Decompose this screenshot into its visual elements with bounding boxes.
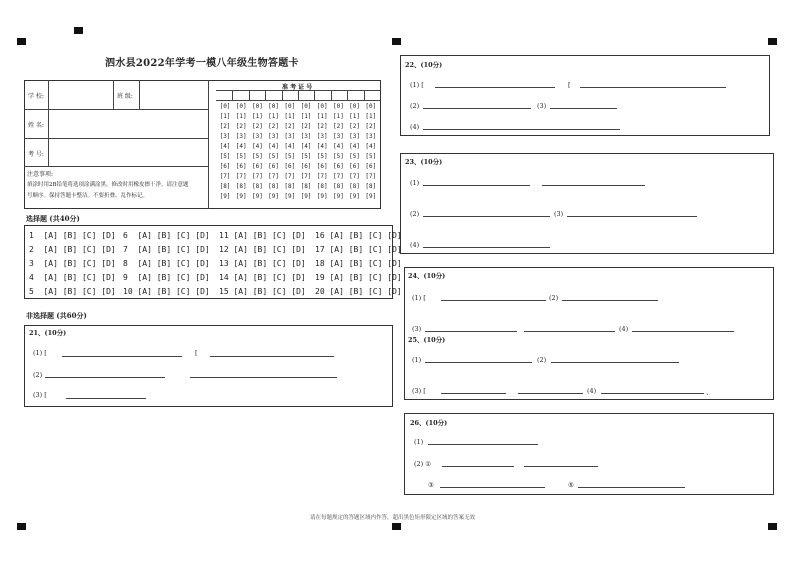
- ticket-digit-bubble[interactable]: [5]: [316, 153, 328, 160]
- q26-blank[interactable]: [440, 487, 545, 488]
- ticket-digit-bubble[interactable]: [8]: [219, 183, 231, 190]
- q25-blank[interactable]: [518, 393, 583, 394]
- ticket-digit-bubble[interactable]: [6]: [219, 163, 231, 170]
- ticket-digit-bubble[interactable]: [8]: [316, 183, 328, 190]
- q22-part3-label: (3): [537, 102, 547, 110]
- q21-heading: 21、(10分): [29, 329, 67, 337]
- q25-part3-label: (3) [: [412, 387, 426, 395]
- timing-mark: [17, 38, 26, 45]
- q26-blank[interactable]: [578, 487, 685, 488]
- ticket-digit-bubble[interactable]: [6]: [268, 163, 280, 170]
- choice-question-row[interactable]: 11 [A] [B] [C] [D]: [219, 231, 306, 240]
- ticket-digit-bubble[interactable]: [4]: [300, 143, 312, 150]
- q26-box: [404, 413, 774, 495]
- ticket-digit-bubble[interactable]: [0]: [300, 103, 312, 110]
- ticket-digit-bubble[interactable]: [0]: [235, 103, 247, 110]
- q22-blank[interactable]: [435, 87, 555, 88]
- ticket-digit-bubble[interactable]: [4]: [284, 143, 296, 150]
- ticket-digit-bubble[interactable]: [6]: [251, 163, 263, 170]
- ticket-digit-bubble[interactable]: [0]: [219, 103, 231, 110]
- class-field[interactable]: [141, 84, 205, 106]
- ticket-digit-bubble[interactable]: [3]: [268, 133, 280, 140]
- exam-no-label: 考 号:: [28, 151, 44, 158]
- choice-question-row[interactable]: 16 [A] [B] [C] [D]: [315, 231, 402, 240]
- ticket-digit-bubble[interactable]: [8]: [365, 183, 377, 190]
- q22-part4-label: (4): [410, 123, 420, 131]
- ticket-digit-bubble[interactable]: [1]: [268, 113, 280, 120]
- ticket-digit-bubble[interactable]: [4]: [349, 143, 361, 150]
- q25-blank[interactable]: [551, 362, 679, 363]
- q23-heading: 23、(10分): [405, 158, 443, 166]
- school-field[interactable]: [50, 84, 111, 106]
- ticket-digit-bubble[interactable]: [7]: [284, 173, 296, 180]
- q25-part4-label: (4): [587, 387, 597, 395]
- ticket-digit-bubble[interactable]: [9]: [235, 193, 247, 200]
- ticket-digit-bubble[interactable]: [4]: [219, 143, 231, 150]
- ticket-digit-column: [299, 102, 313, 202]
- ticket-digit-bubble[interactable]: [8]: [300, 183, 312, 190]
- q26-part1-label: (1): [414, 438, 424, 446]
- q21-blank[interactable]: [66, 398, 146, 399]
- footer-note: 请在每题规定的答题区域内作答，超出黑色矩形限定区域的答案无效: [310, 515, 476, 521]
- ticket-digit-bubble[interactable]: [7]: [268, 173, 280, 180]
- ticket-digit-bubble[interactable]: [2]: [349, 123, 361, 130]
- q23-part4-label: (4): [410, 241, 420, 249]
- ticket-digit-bubble[interactable]: [0]: [251, 103, 263, 110]
- choice-question-row[interactable]: 9 [A] [B] [C] [D]: [123, 273, 210, 282]
- ticket-digit-bubble[interactable]: [8]: [235, 183, 247, 190]
- ticket-digit-bubble[interactable]: [1]: [235, 113, 247, 120]
- ticket-digit-bubble[interactable]: [1]: [251, 113, 263, 120]
- ticket-digit-bubble[interactable]: [3]: [300, 133, 312, 140]
- ticket-digit-bubble[interactable]: [8]: [268, 183, 280, 190]
- ticket-digit-bubble[interactable]: [8]: [284, 183, 296, 190]
- q24-part3-label: (3): [412, 325, 422, 333]
- ticket-digit-bubble[interactable]: [2]: [219, 123, 231, 130]
- ticket-digit-bubble[interactable]: [3]: [365, 133, 377, 140]
- q23-blank[interactable]: [423, 185, 530, 186]
- ticket-digit-bubble[interactable]: [9]: [365, 193, 377, 200]
- q26-circled-3: ③: [428, 481, 434, 489]
- q23-box: [400, 153, 774, 254]
- q23-blank[interactable]: [542, 185, 645, 186]
- q23-blank[interactable]: [423, 247, 550, 248]
- ticket-digit-bubble[interactable]: [4]: [268, 143, 280, 150]
- ticket-digit-bubble[interactable]: [8]: [332, 183, 344, 190]
- q24-blank[interactable]: [441, 300, 546, 301]
- ticket-digit-bubble[interactable]: [0]: [349, 103, 361, 110]
- ticket-digit-bubble[interactable]: [2]: [251, 123, 263, 130]
- q24-part2-label: (2): [549, 294, 559, 302]
- ticket-digit-bubble[interactable]: [2]: [235, 123, 247, 130]
- q22-blank[interactable]: [423, 129, 620, 130]
- ticket-digit-bubble[interactable]: [1]: [284, 113, 296, 120]
- ticket-digit-bubble[interactable]: [0]: [332, 103, 344, 110]
- ticket-digit-bubble[interactable]: [3]: [251, 133, 263, 140]
- choice-question-row[interactable]: 14 [A] [B] [C] [D]: [219, 273, 306, 282]
- notice-line: 填涂时用2B铅笔将选项涂满涂黑。修改时用橡皮擦干净。请注意题: [27, 182, 189, 188]
- q22-heading: 22、(10分): [405, 61, 443, 69]
- ticket-digit-bubble[interactable]: [1]: [349, 113, 361, 120]
- ticket-digit-bubble[interactable]: [4]: [235, 143, 247, 150]
- ticket-digit-bubble[interactable]: [3]: [316, 133, 328, 140]
- ticket-digit-bubble[interactable]: [5]: [284, 153, 296, 160]
- choice-question-row[interactable]: 13 [A] [B] [C] [D]: [219, 259, 306, 268]
- ticket-digit-column: [283, 102, 297, 202]
- q24-heading: 24、(10分): [408, 272, 446, 280]
- q25-blank[interactable]: [441, 393, 506, 394]
- ticket-digit-bubble[interactable]: [1]: [332, 113, 344, 120]
- choice-question-row[interactable]: 15 [A] [B] [C] [D]: [219, 287, 306, 296]
- q24-blank[interactable]: [425, 331, 517, 332]
- q26-blank[interactable]: [442, 466, 514, 467]
- ticket-digit-bubble[interactable]: [2]: [300, 123, 312, 130]
- q24-blank[interactable]: [562, 300, 658, 301]
- name-field[interactable]: [50, 112, 205, 134]
- q22-part1-label: (1) [: [410, 81, 424, 89]
- ticket-digit-bubble[interactable]: [3]: [349, 133, 361, 140]
- choice-section-title: 选择题 (共40分): [26, 214, 80, 223]
- ticket-digit-bubble[interactable]: [2]: [284, 123, 296, 130]
- q22-blank[interactable]: [550, 108, 617, 109]
- q25-part1-label: (1): [412, 356, 422, 364]
- school-label: 学 校:: [28, 93, 44, 100]
- ticket-digit-bubble[interactable]: [7]: [235, 173, 247, 180]
- q24-blank[interactable]: [524, 331, 615, 332]
- exam-no-field[interactable]: [50, 141, 205, 163]
- q22-box: [400, 55, 770, 136]
- ticket-digit-bubble[interactable]: [5]: [268, 153, 280, 160]
- ticket-digit-bubble[interactable]: [0]: [268, 103, 280, 110]
- ticket-digit-bubble[interactable]: [9]: [268, 193, 280, 200]
- ticket-number-title: 准 考 证 号: [282, 84, 313, 91]
- timing-mark: [768, 38, 777, 45]
- q25-separator: 、: [706, 388, 713, 396]
- choice-question-row[interactable]: 10 [A] [B] [C] [D]: [123, 287, 210, 296]
- ticket-digit-column: [234, 102, 248, 202]
- timing-mark: [74, 27, 83, 34]
- ticket-digit-bubble[interactable]: [5]: [300, 153, 312, 160]
- notice-title: 注意事项:: [27, 171, 54, 178]
- choice-question-row[interactable]: 1 [A] [B] [C] [D]: [29, 231, 116, 240]
- q25-blank[interactable]: [425, 362, 532, 363]
- ticket-digit-bubble[interactable]: [0]: [365, 103, 377, 110]
- q21-blank[interactable]: [210, 356, 334, 357]
- ticket-digit-bubble[interactable]: [0]: [284, 103, 296, 110]
- q21-blank[interactable]: [45, 377, 165, 378]
- timing-mark: [768, 523, 777, 530]
- q26-blank[interactable]: [524, 466, 598, 467]
- q21-part3-label: (3) [: [33, 391, 47, 399]
- ticket-digit-bubble[interactable]: [6]: [300, 163, 312, 170]
- q25-heading: 25、(10分): [408, 336, 446, 344]
- ticket-digit-bubble[interactable]: [2]: [316, 123, 328, 130]
- q23-part2-label: (2): [410, 210, 420, 218]
- ticket-digit-bubble[interactable]: [8]: [251, 183, 263, 190]
- choice-question-row[interactable]: 6 [A] [B] [C] [D]: [123, 231, 210, 240]
- q24-q25-box: [404, 267, 774, 400]
- timing-mark: [392, 523, 401, 530]
- ticket-digit-bubble[interactable]: [0]: [316, 103, 328, 110]
- q26-part2-label: (2) ①: [414, 460, 432, 468]
- name-label: 姓 名:: [28, 122, 44, 129]
- q22-blank[interactable]: [423, 108, 531, 109]
- q26-heading: 26、(10分): [410, 419, 448, 427]
- ticket-digit-bubble[interactable]: [1]: [316, 113, 328, 120]
- ticket-digit-bubble[interactable]: [2]: [365, 123, 377, 130]
- ticket-digit-bubble[interactable]: [9]: [332, 193, 344, 200]
- choice-question-row[interactable]: 2 [A] [B] [C] [D]: [29, 245, 116, 254]
- ticket-digit-bubble[interactable]: [7]: [365, 173, 377, 180]
- q24-part4-label: (4): [619, 325, 629, 333]
- notice-line: 号顺序。保持答题卡整洁。不要折叠、乱作标记。: [27, 193, 149, 199]
- q22-part2-label: (2): [410, 102, 420, 110]
- ticket-digit-bubble[interactable]: [5]: [365, 153, 377, 160]
- ticket-digit-bubble[interactable]: [6]: [316, 163, 328, 170]
- ticket-digit-column: [364, 102, 378, 202]
- timing-mark: [17, 523, 26, 530]
- ticket-digit-bubble[interactable]: [9]: [284, 193, 296, 200]
- ticket-digit-bubble[interactable]: [8]: [349, 183, 361, 190]
- ticket-digit-bubble[interactable]: [5]: [349, 153, 361, 160]
- choice-question-row[interactable]: 17 [A] [B] [C] [D]: [315, 245, 402, 254]
- q23-part1-label: (1): [410, 179, 420, 187]
- q21-bracket: [: [195, 349, 198, 357]
- ticket-digit-bubble[interactable]: [9]: [349, 193, 361, 200]
- ticket-digit-bubble[interactable]: [1]: [300, 113, 312, 120]
- class-label: 班 级:: [117, 93, 133, 100]
- ticket-digit-bubble[interactable]: [7]: [349, 173, 361, 180]
- ticket-digit-bubble[interactable]: [6]: [332, 163, 344, 170]
- ticket-digit-bubble[interactable]: [6]: [235, 163, 247, 170]
- ticket-digit-bubble[interactable]: [5]: [332, 153, 344, 160]
- choice-question-row[interactable]: 5 [A] [B] [C] [D]: [29, 287, 116, 296]
- ticket-digit-bubble[interactable]: [5]: [219, 153, 231, 160]
- q23-blank[interactable]: [567, 216, 697, 217]
- q22-blank[interactable]: [580, 87, 726, 88]
- q24-part1-label: (1) [: [412, 294, 426, 302]
- q23-part3-label: (3): [554, 210, 564, 218]
- q21-part2-label: (2): [33, 371, 43, 379]
- ticket-digit-bubble[interactable]: [7]: [219, 173, 231, 180]
- ticket-digit-bubble[interactable]: [4]: [251, 143, 263, 150]
- ticket-digit-column: [250, 102, 264, 202]
- ticket-digit-bubble[interactable]: [7]: [251, 173, 263, 180]
- q21-blank[interactable]: [190, 377, 337, 378]
- ticket-digit-bubble[interactable]: [9]: [300, 193, 312, 200]
- ticket-digit-bubble[interactable]: [2]: [268, 123, 280, 130]
- ticket-digit-bubble[interactable]: [7]: [300, 173, 312, 180]
- choice-question-row[interactable]: 7 [A] [B] [C] [D]: [123, 245, 210, 254]
- ticket-digit-bubble[interactable]: [9]: [219, 193, 231, 200]
- ticket-digit-bubble[interactable]: [2]: [332, 123, 344, 130]
- ticket-digit-column: [218, 102, 232, 202]
- ticket-digit-bubble[interactable]: [6]: [349, 163, 361, 170]
- ticket-digit-bubble[interactable]: [9]: [251, 193, 263, 200]
- ticket-digit-column: [315, 102, 329, 202]
- ticket-digit-bubble[interactable]: [3]: [284, 133, 296, 140]
- ticket-digit-bubble[interactable]: [7]: [332, 173, 344, 180]
- ticket-digit-bubble[interactable]: [3]: [235, 133, 247, 140]
- ticket-digit-column: [331, 102, 345, 202]
- choice-question-row[interactable]: 3 [A] [B] [C] [D]: [29, 259, 116, 268]
- ticket-digit-bubble[interactable]: [6]: [284, 163, 296, 170]
- choice-question-row[interactable]: 12 [A] [B] [C] [D]: [219, 245, 306, 254]
- q21-box: [24, 325, 393, 407]
- ticket-digit-bubble[interactable]: [5]: [235, 153, 247, 160]
- ticket-digit-bubble[interactable]: [1]: [219, 113, 231, 120]
- ticket-digit-column: [267, 102, 281, 202]
- ticket-digit-column: [348, 102, 362, 202]
- q23-blank[interactable]: [423, 216, 550, 217]
- ticket-digit-bubble[interactable]: [6]: [365, 163, 377, 170]
- q21-part1-label: (1) [: [33, 349, 47, 357]
- q26-circled-5: ⑤: [568, 481, 574, 489]
- ticket-digit-bubble[interactable]: [9]: [316, 193, 328, 200]
- choice-question-row[interactable]: 18 [A] [B] [C] [D]: [315, 259, 402, 268]
- q25-blank[interactable]: [601, 393, 704, 394]
- timing-mark: [392, 38, 401, 45]
- ticket-digit-bubble[interactable]: [3]: [332, 133, 344, 140]
- q22-bracket: [: [568, 81, 571, 89]
- q24-blank[interactable]: [632, 331, 734, 332]
- page-title: 泗水县2022年学考一模八年级生物答题卡: [105, 58, 299, 69]
- q25-part2-label: (2): [537, 356, 547, 364]
- ticket-digit-bubble[interactable]: [5]: [251, 153, 263, 160]
- ticket-digit-bubble[interactable]: [4]: [365, 143, 377, 150]
- ticket-digit-bubble[interactable]: [4]: [316, 143, 328, 150]
- ticket-digit-bubble[interactable]: [1]: [365, 113, 377, 120]
- nonchoice-section-title: 非选择题 (共60分): [26, 311, 87, 320]
- ticket-digit-bubble[interactable]: [3]: [219, 133, 231, 140]
- choice-question-row[interactable]: 20 [A] [B] [C] [D]: [315, 287, 402, 296]
- q26-blank[interactable]: [428, 444, 538, 445]
- q21-blank[interactable]: [62, 356, 182, 357]
- choice-question-row[interactable]: 8 [A] [B] [C] [D]: [123, 259, 210, 268]
- ticket-digit-bubble[interactable]: [7]: [316, 173, 328, 180]
- choice-question-row[interactable]: 19 [A] [B] [C] [D]: [315, 273, 402, 282]
- ticket-digit-bubble[interactable]: [4]: [332, 143, 344, 150]
- choice-question-row[interactable]: 4 [A] [B] [C] [D]: [29, 273, 116, 282]
